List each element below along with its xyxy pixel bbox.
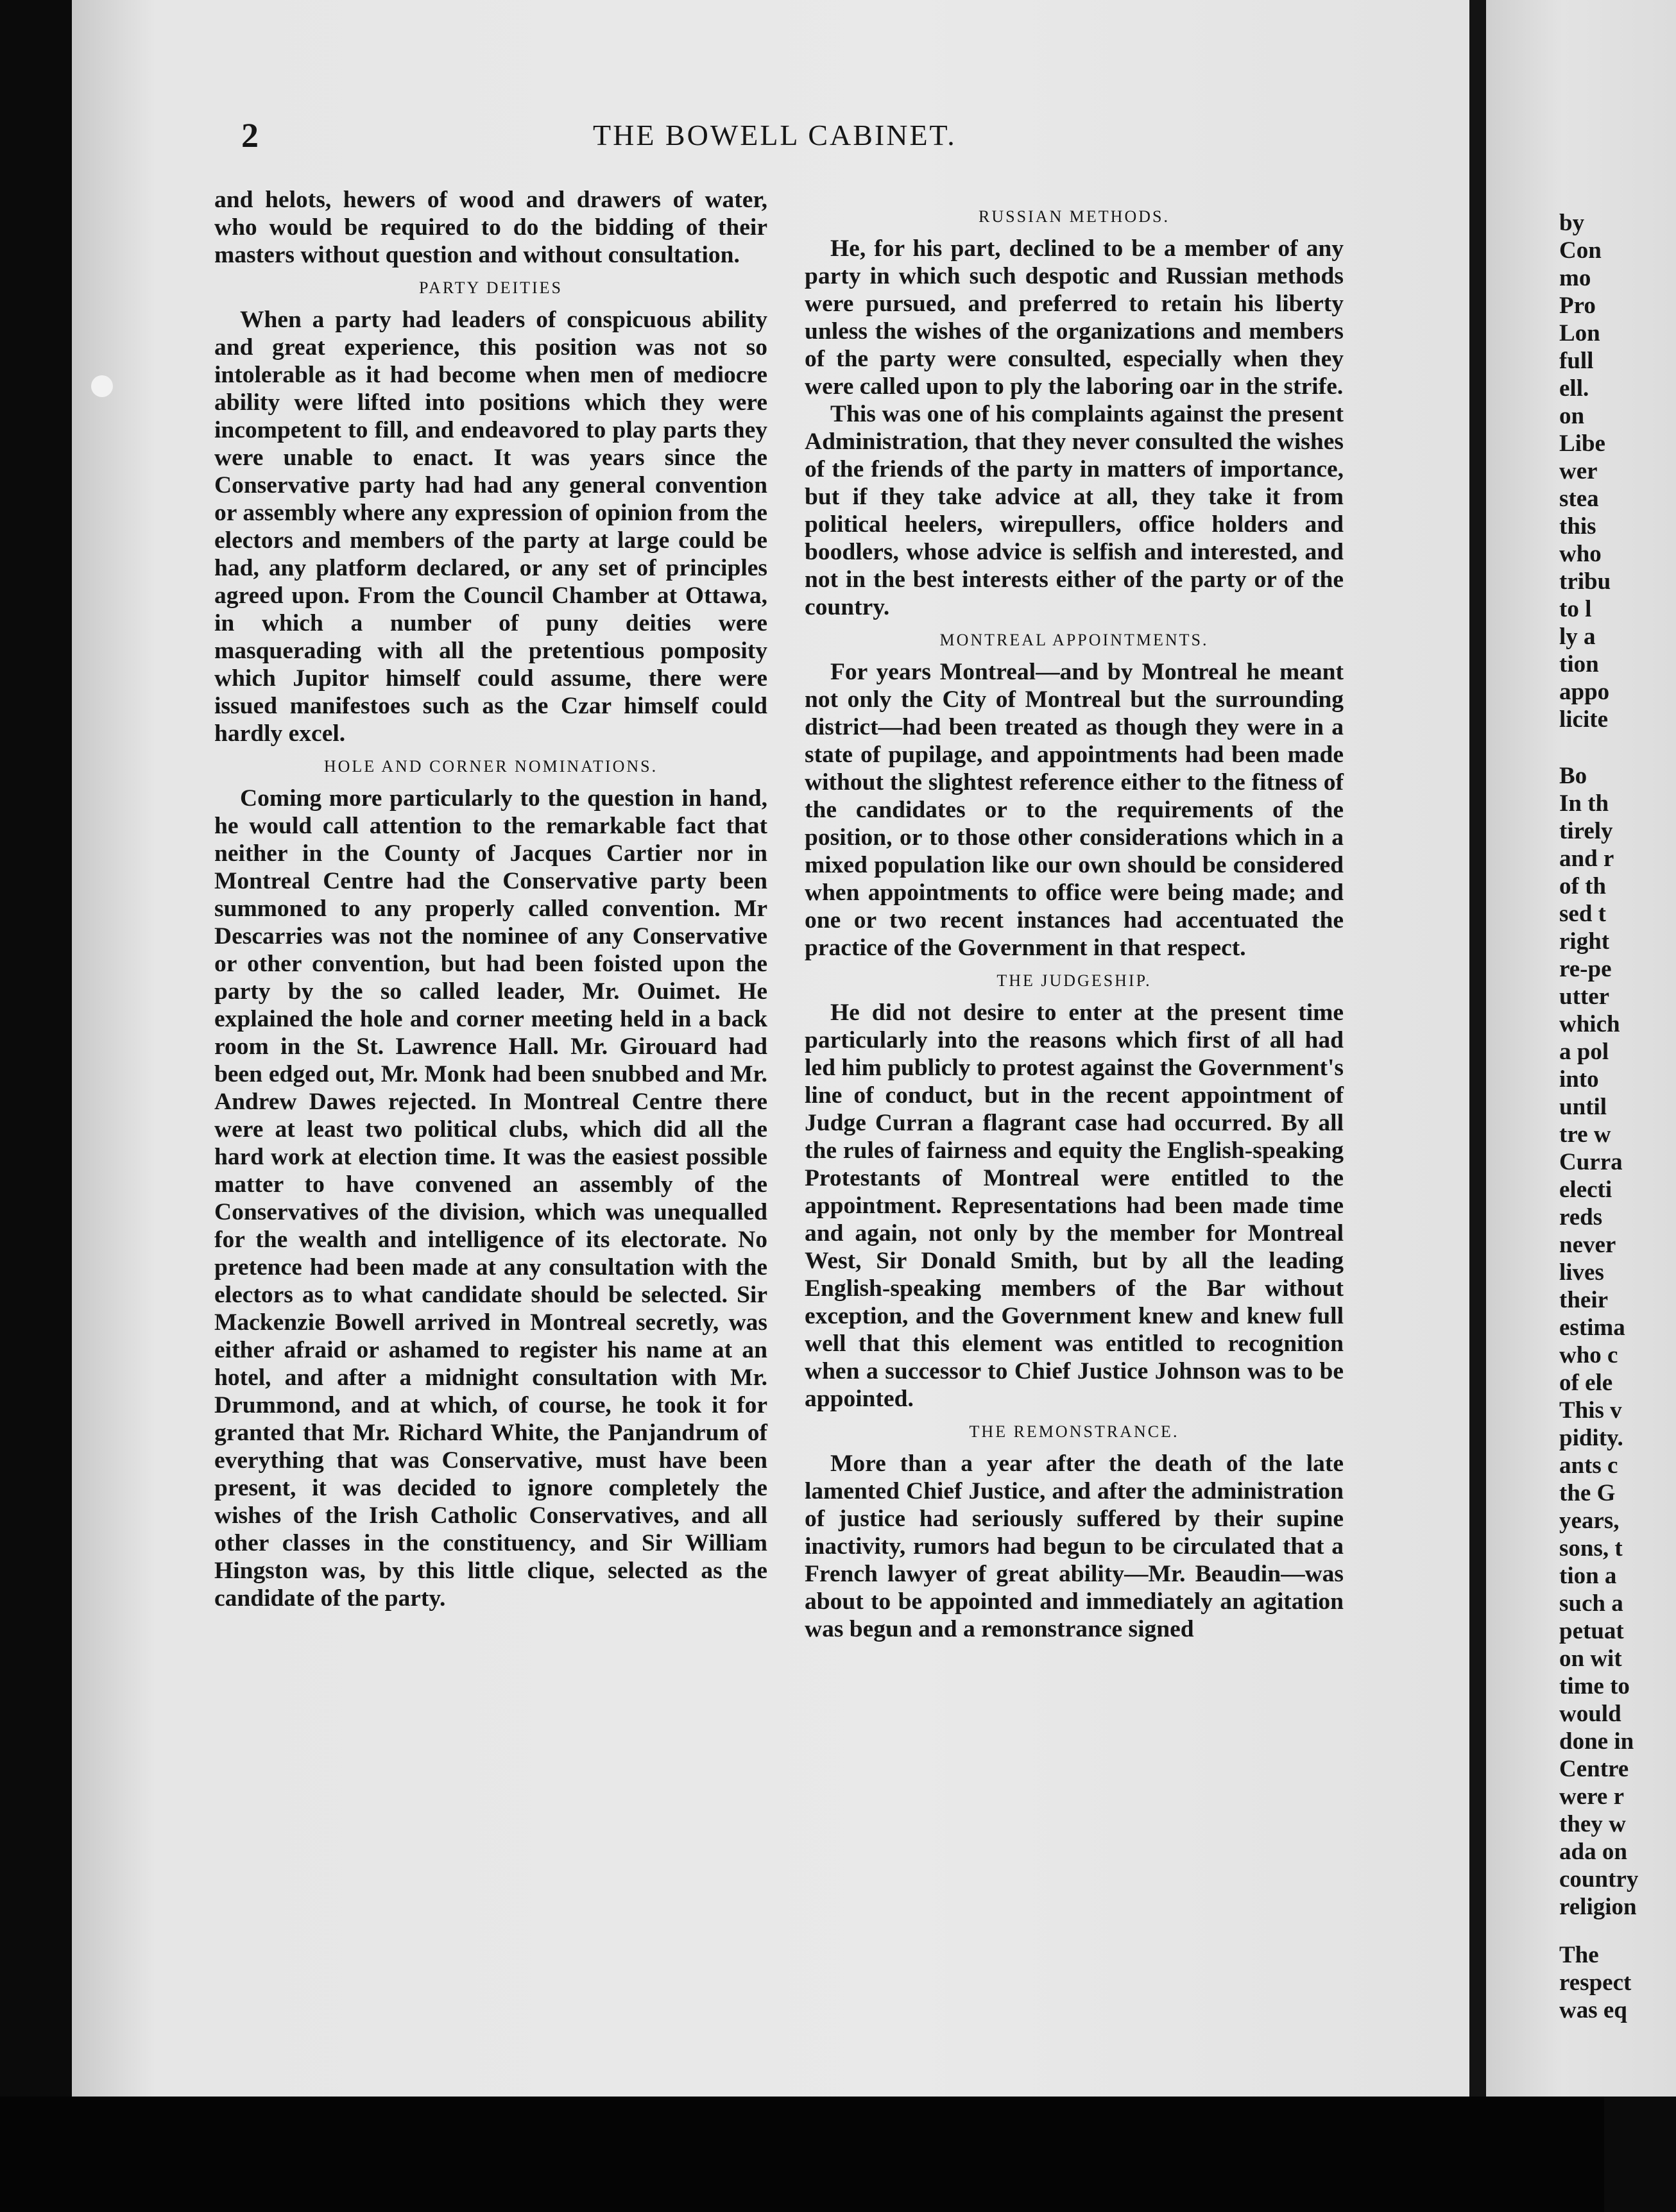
fragment-line: ly a — [1559, 624, 1596, 650]
fragment-line: Con — [1559, 237, 1602, 264]
paragraph: For years Montreal—and by Montreal he meant not only the City of Montreal but the surrounding district—had been treated as though they were in a state of pupilage, and appointments had been made without the slightest reference either to the fitness of the candidates or to the requirements of the position, or to those other considerations which in a mixed population like our own should be considered when appointments to office were being made; and one or two recent instances had accentuated the practice of the Government in that respect. — [805, 659, 1344, 961]
fragment-line: sons, t — [1559, 1535, 1623, 1561]
section-heading-remonstrance: THE REMONSTRANCE. — [969, 1422, 1179, 1441]
fragment-line: ell. — [1559, 375, 1589, 402]
fragment-line: tre w — [1559, 1121, 1611, 1148]
fragment-line: Bo — [1559, 763, 1587, 789]
fragment-line: respect — [1559, 1970, 1632, 1996]
fragment-line: of th — [1559, 873, 1606, 899]
cropped-column-fragment-3 — [1559, 1941, 1631, 2024]
fragment-line: tion — [1559, 651, 1599, 677]
scan-border — [0, 2097, 1604, 2212]
fragment-line: Libe — [1559, 430, 1605, 457]
fragment-line: estima — [1559, 1314, 1625, 1341]
fragment-line: reds — [1559, 1204, 1603, 1230]
fragment-line: they w — [1559, 1811, 1626, 1837]
fragment-line: years, — [1559, 1508, 1620, 1534]
fragment-line: who c — [1559, 1342, 1618, 1368]
fragment-line: appo — [1559, 679, 1610, 705]
punch-hole — [91, 375, 113, 397]
cropped-column-fragment-2 — [1559, 762, 1638, 1921]
fragment-line: petuat — [1559, 1618, 1624, 1644]
fragment-line: were r — [1559, 1783, 1624, 1810]
fragment-line: Curra — [1559, 1149, 1623, 1175]
paragraph: and helots, hewers of wood and drawers of water, who would be required to do the bidding of their masters without question and without consultation. — [214, 187, 767, 268]
fragment-line: ada on — [1559, 1839, 1627, 1865]
fragment-line: the G — [1559, 1480, 1616, 1506]
fragment-line: country — [1559, 1866, 1639, 1893]
fragment-line: until — [1559, 1094, 1607, 1120]
fragment-line: religion — [1559, 1894, 1637, 1920]
fragment-line: tribu — [1559, 568, 1611, 595]
fragment-line: into — [1559, 1066, 1599, 1093]
fragment-line: tion a — [1559, 1563, 1617, 1589]
paragraph: Coming more particularly to the question in hand, he would call attention to the remarkable fact that neither in the County of Jacques Cartier nor in Montreal Centre had the Conservative party been summoned to any properly called convention. Mr Descarries was not the nominee of any Conservative or other convention, but had been foisted upon the party by the so called leader, Mr. Ouimet. He explained the hole and corner meeting held in a back room in the St. Lawrence Hall. Mr. Girouard had been edged out, Mr. Monk had been snubbed and Mr. Andrew Dawes rejected. In Montreal Centre there were at least two political clubs, which did all the hard work at election time. It was the easiest possible matter to have convened an assembly of the Conservatives of the division, which was unequalled for the wealth and intelligence of its electorate. No pretence had been made at any consultation with the electors as to what candidate should be selected. Sir Mackenzie Bowell arrived in Montreal secretly, was either afraid or ashamed to register his name at an hotel, and after a midnight consultation with Mr. Drummond, and at which, of course, he took it for granted that Mr. Richard White, the Panjandrum of everything that was Conservative, must have been present, it was decided to ignore completely the wishes of the Irish Catholic Conservatives, and all other classes in the constituency, and Sir William Hingston was, by this little clique, selected as the candidate of the party. — [214, 785, 767, 1612]
paragraph: He did not desire to enter at the present time particularly into the reasons which first of all had led him publicly to protest against the Government's line of conduct, but in the recent appointment of Judge Curran a flagrant case had occurred. By all the rules of fairness and equity the English-speaking Protestants of Montreal were entitled to the appointment. Representations had been made time and again, not only by the member for Montreal West, Sir Donald Smith, but by all the leading English-speaking members of the Bar without exception, and the Government knew and knew full well that this element was entitled to recognition when a successor to Chief Justice Johnson was to be appointed. — [805, 1000, 1344, 1412]
paragraph: He, for his part, declined to be a member of any party in which such despotic and Russian methods were pursued, and preferred to retain his liberty unless the wishes of the organizations and members of the party were consulted, especially when they were called upon to ply the laboring oar in the strife. — [805, 235, 1344, 400]
fragment-line: which — [1559, 1011, 1620, 1037]
section-heading-montreal-appointments: MONTREAL APPOINTMENTS. — [939, 631, 1209, 649]
fragment-line: and r — [1559, 846, 1614, 872]
fragment-line: of ele — [1559, 1370, 1613, 1396]
fragment-line: stea — [1559, 486, 1599, 512]
fragment-line: electi — [1559, 1177, 1612, 1203]
fragment-line: ants c — [1559, 1452, 1618, 1479]
fragment-line: Centre — [1559, 1756, 1629, 1782]
fragment-line: this — [1559, 513, 1596, 540]
fragment-line: Lon — [1559, 320, 1600, 346]
fragment-line: time to — [1559, 1673, 1630, 1699]
fragment-line: Pro — [1559, 293, 1596, 319]
cropped-column-fragment-1 — [1559, 209, 1611, 733]
running-head: THE BOWELL CABINET. — [593, 119, 957, 151]
fragment-line: In th — [1559, 790, 1609, 817]
section-heading-hole-corner: HOLE AND CORNER NOMINATIONS. — [323, 757, 658, 776]
fragment-line: sed t — [1559, 901, 1606, 927]
paragraph: When a party had leaders of conspicuous ability and great experience, this position was not so intolerable as it had become when men of mediocre ability were lifted into positions which they were incompetent to fill, and endeavored to play parts they were unable to enact. It was years since the Conservative party had had any general convention or assembly where any expression of opinion from the electors and members of the party at large could be had, any platform declared, or any set of principles agreed upon. From the Council Chamber at Ottawa, in which a number of puny deities were masquerading with all the pretentious pomposity which Jupitor himself could assume, there were issued manifestoes such as the Czar himself could hardly excel. — [214, 307, 767, 747]
section-heading-russian-methods: RUSSIAN METHODS. — [979, 207, 1170, 226]
fragment-line: re-pe — [1559, 956, 1612, 982]
page-number: 2 — [241, 116, 259, 155]
fragment-line: wer — [1559, 458, 1598, 484]
page-gutter — [1469, 0, 1486, 2097]
fragment-line: pidity. — [1559, 1425, 1623, 1451]
section-heading-party-deities: PARTY DEITIES — [418, 278, 563, 297]
fragment-line: utter — [1559, 983, 1610, 1010]
fragment-line: lives — [1559, 1259, 1604, 1286]
fragment-line: tirely — [1559, 818, 1613, 844]
fragment-line: never — [1559, 1232, 1616, 1258]
fragment-line: full — [1559, 348, 1594, 374]
fragment-line: on — [1559, 403, 1585, 429]
fragment-line: by — [1559, 210, 1585, 236]
fragment-line: a pol — [1559, 1039, 1609, 1065]
fragment-line: on wit — [1559, 1646, 1622, 1672]
paragraph: This was one of his complaints against the present Administration, that they never consulted the wishes of the friends of the party in matters of importance, but if they take advice at all, they take it from political heelers, wirepullers, office holders and boodlers, whose advice is selfish and interested, and not in the best interests either of the party or of the country. — [805, 401, 1344, 620]
fragment-line: such a — [1559, 1590, 1623, 1617]
text-column-left — [214, 186, 767, 1612]
fragment-line: This v — [1559, 1397, 1622, 1424]
fragment-line: who — [1559, 541, 1602, 567]
fragment-line: was eq — [1559, 1997, 1627, 2023]
fragment-line: right — [1559, 928, 1610, 955]
paragraph: More than a year after the death of the late lamented Chief Justice, and after the administration of justice had seriously suffered by their supine inactivity, rumors had begun to be circulated that a French lawyer of great ability—Mr. Beaudin—was about to be appointed and immediately an agitation was begun and a remonstrance signed — [805, 1451, 1344, 1642]
fragment-line: licite — [1559, 706, 1609, 733]
fragment-line: done in — [1559, 1728, 1634, 1755]
text-column-middle — [805, 198, 1344, 1643]
fragment-line: The — [1559, 1942, 1599, 1968]
fragment-line: would — [1559, 1701, 1621, 1727]
fragment-line: their — [1559, 1287, 1609, 1313]
section-heading-judgeship: THE JUDGESHIP. — [996, 971, 1152, 990]
fragment-line: mo — [1559, 265, 1591, 291]
fragment-line: to l — [1559, 596, 1592, 622]
